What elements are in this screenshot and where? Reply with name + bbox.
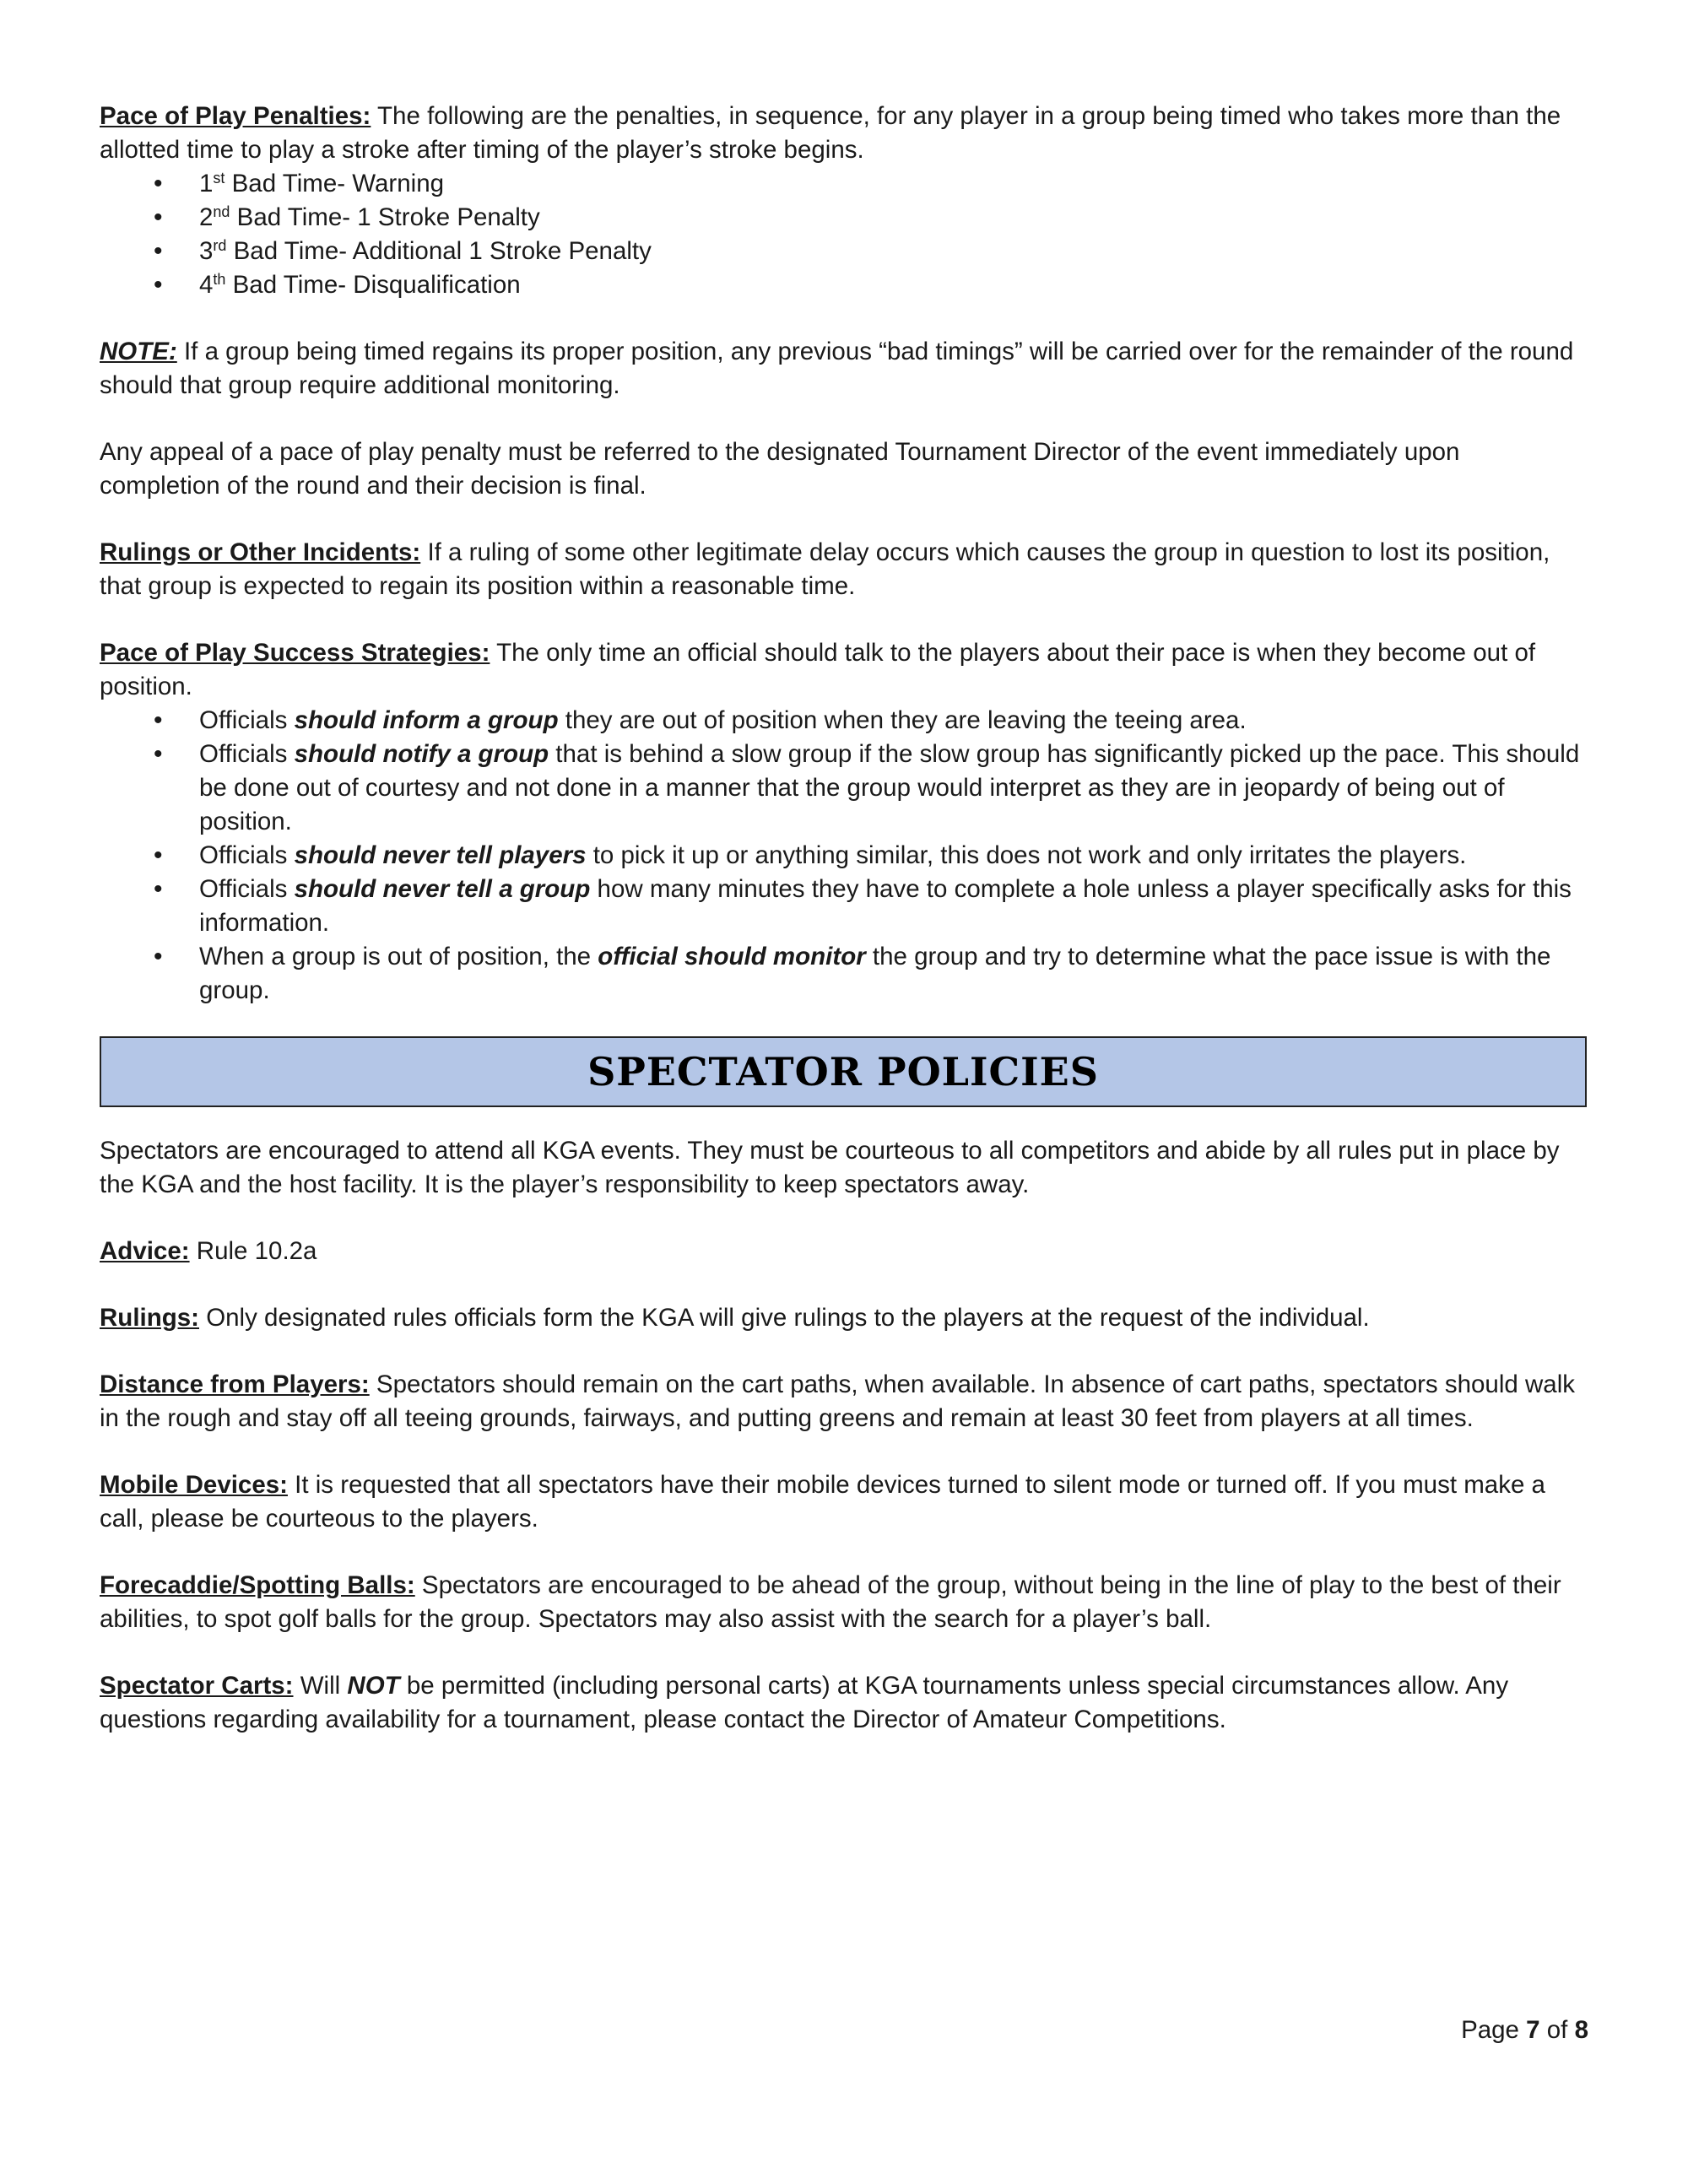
distance-label: Distance from Players: [100,1370,370,1398]
success-strategies-label: Pace of Play Success Strategies: [100,639,490,667]
rulings-incidents-label: Rulings or Other Incidents: [100,538,421,566]
strategy-emphasis: should inform a group [294,706,559,734]
strategy-post: they are out of position when they are leaving the teeing area. [558,706,1247,734]
rulings-incidents-text: If a ruling of some other legitimate delay occurs which causes the group in question to lost its position, that group is expected to regain its position within a reasonable time. [100,538,1550,600]
advice-label: Advice: [100,1237,190,1265]
carts-label: Spectator Carts: [100,1672,294,1700]
pace-penalties-paragraph [100,100,1587,167]
strategy-item [100,940,1587,1008]
advice-paragraph [100,1235,1587,1268]
strategy-post: to pick it up or anything similar, this does not work and only irritates the players. [586,841,1467,869]
strategy-post: that is behind a slow group if the slow group has significantly picked up the pace. This should be done out of courtesy and not done in a manner that the group would interpret as they are in jeopardy of being out of position. [199,740,1580,835]
strategy-pre: When a group is out of position, the [199,943,598,970]
pace-penalties-text: The following are the penalties, in sequence, for any player in a group being timed who takes more than the allotted time to play a stroke after timing of the player’s stroke begins. [100,102,1561,164]
penalty-item [100,167,1587,201]
penalty-text: Bad Time- Warning [225,170,445,197]
penalty-num: 1 [199,170,214,197]
strategy-post: how many minutes they have to complete a hole unless a player specifically asks for this information. [199,875,1572,937]
rulings-text: Only designated rules officials form the KGA will give rulings to the players at the request of the individual. [199,1304,1370,1332]
page-current: 7 [1526,2016,1540,2044]
forecaddie-text: Spectators are encouraged to be ahead of the group, without being in the line of play to the best of their abilities, to spot golf balls for the group. Spectators may also assist with the search for a player’s ball. [100,1571,1561,1633]
strategy-emphasis: should never tell players [294,841,587,869]
strategy-emphasis: official should monitor [598,943,866,970]
strategy-item [100,704,1587,738]
strategy-pre: Officials [199,841,295,869]
penalty-ordinal: rd [213,237,227,254]
rulings-paragraph [100,1301,1587,1335]
forecaddie-label: Forecaddie/Spotting Balls: [100,1571,415,1599]
distance-paragraph [100,1368,1587,1435]
success-strategies-paragraph [100,636,1587,704]
note-text: If a group being timed regains its proper position, any previous “bad timings” will be carried over for the remainder of the round should that group require additional monitoring. [100,338,1574,399]
note-label: NOTE: [100,338,177,365]
pace-penalties-label: Pace of Play Penalties: [100,102,371,130]
document-page [100,100,1587,1737]
forecaddie-paragraph [100,1569,1587,1636]
advice-text: Rule 10.2a [189,1237,317,1265]
strategy-post: the group and try to determine what the pace issue is with the group. [199,943,1551,1004]
mobile-paragraph [100,1468,1587,1536]
penalty-item [100,201,1587,235]
carts-emphasis: NOT [347,1672,400,1700]
strategy-item [100,873,1587,940]
rulings-incidents-paragraph [100,536,1587,603]
penalty-item [100,268,1587,302]
penalty-text: Bad Time- Disqualification [225,271,521,299]
carts-pre: Will [293,1672,348,1700]
section-banner [100,1036,1587,1107]
penalty-num: 4 [199,271,214,299]
penalty-list [100,167,1587,302]
strategy-emphasis: should notify a group [294,740,549,768]
mobile-label: Mobile Devices: [100,1471,288,1499]
page-prefix: Page [1461,2016,1527,2044]
strategy-pre: Officials [199,740,295,768]
penalty-ordinal: th [213,271,226,288]
success-strategies-text: The only time an official should talk to the players about their pace is when they become out of position. [100,639,1536,700]
penalty-num: 2 [199,203,214,231]
penalty-ordinal: nd [213,203,230,220]
penalty-ordinal: st [213,170,225,187]
distance-text: Spectators should remain on the cart paths, when available. In absence of cart paths, spectators should walk in the rough and stay off all teeing grounds, fairways, and putting greens and remain at least 30 feet from players at all times. [100,1370,1576,1432]
penalty-text: Bad Time- 1 Stroke Penalty [230,203,540,231]
strategy-item [100,839,1587,873]
mobile-text: It is requested that all spectators have their mobile devices turned to silent mode or turned off. If you must make a call, please be courteous to the players. [100,1471,1545,1533]
page-total: 8 [1574,2016,1588,2044]
spectators-intro-paragraph: Spectators are encouraged to attend all KGA events. They must be courteous to all competitors and abide by all rules put in place by the KGA and the host facility. It is the player’s responsibility to keep spectators away. [100,1137,1560,1198]
rulings-label: Rulings: [100,1304,199,1332]
page-number [1461,2014,1588,2047]
penalty-text: Bad Time- Additional 1 Stroke Penalty [226,237,652,265]
strategy-emphasis: should never tell a group [294,875,591,903]
penalty-num: 3 [199,237,214,265]
carts-post: be permitted (including personal carts) at KGA tournaments unless special circumstances allow. Any questions regarding availability for a tournament, please contact the Director of Amateur Competitions. [100,1672,1509,1733]
penalty-item [100,235,1587,268]
strategy-item [100,738,1587,839]
page-middle: of [1539,2016,1575,2044]
strategy-list [100,704,1587,1008]
section-title: SPECTATOR POLICIES [587,1049,1099,1095]
appeal-paragraph: Any appeal of a pace of play penalty must be referred to the designated Tournament Director of the event immediately upon completion of the round and their decision is final. [100,438,1460,500]
strategy-pre: Officials [199,706,295,734]
carts-paragraph [100,1669,1587,1737]
strategy-pre: Officials [199,875,295,903]
note-paragraph [100,335,1587,403]
